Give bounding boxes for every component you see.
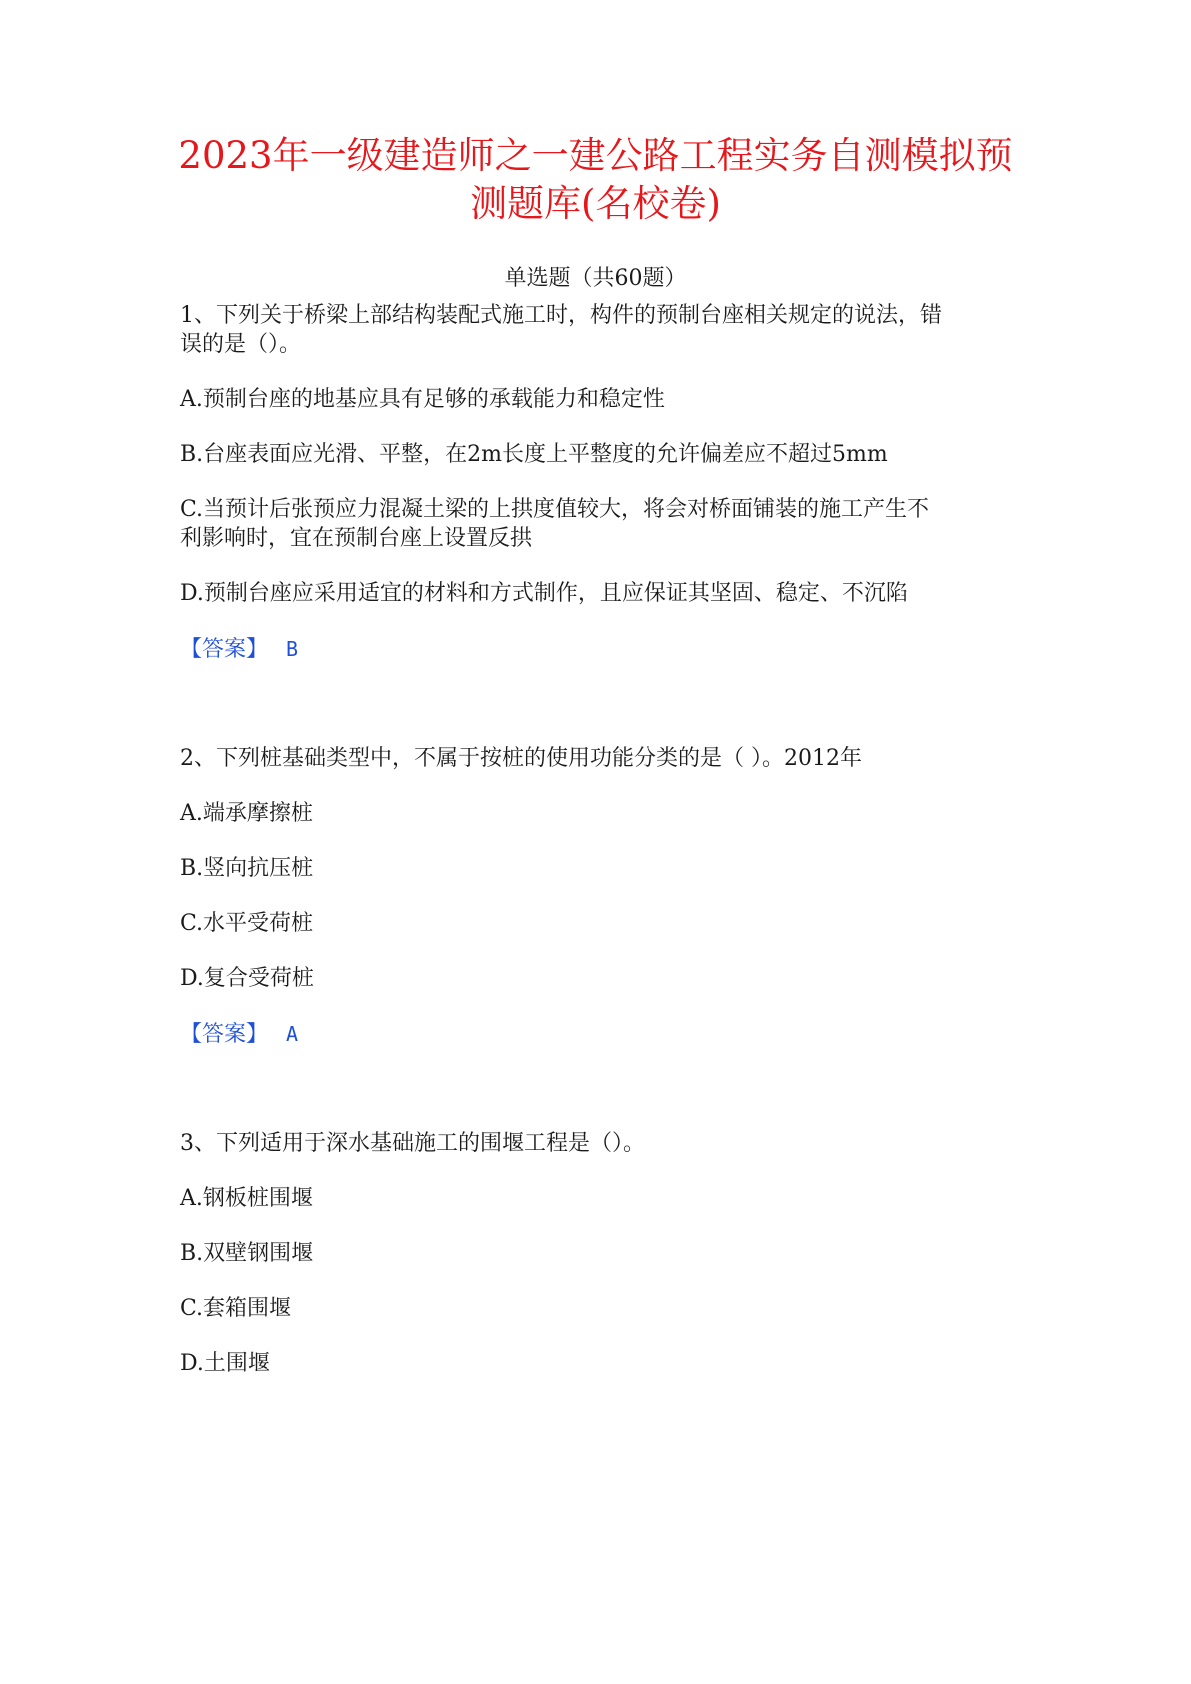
- question-2-option-c: C.水平受荷桩: [180, 911, 314, 936]
- question-3-option-a: A.钢板桩围堰: [180, 1186, 313, 1211]
- question-1-stem-line-2: 误的是（）。: [180, 332, 302, 357]
- answer-label: 【答案】: [180, 1022, 269, 1047]
- question-3-option-d: D.土围堰: [180, 1351, 270, 1376]
- question-2-option-b: B.竖向抗压桩: [180, 856, 314, 881]
- question-1-option-a: A.预制台座的地基应具有足够的承载能力和稳定性: [180, 387, 665, 412]
- question-2-option-a: A.端承摩擦桩: [180, 801, 313, 826]
- question-2-answer: [180, 1019, 298, 1050]
- question-2-option-d: D.复合受荷桩: [180, 966, 314, 991]
- answer-label: 【答案】: [180, 637, 269, 662]
- question-1-stem-line-1: 1、下列关于桥梁上部结构装配式施工时，构件的预制台座相关规定的说法，错: [180, 303, 942, 328]
- question-1-option-c-line-2: 利影响时，宜在预制台座上设置反拱: [180, 526, 533, 551]
- answer-value: B: [286, 637, 299, 661]
- question-3-option-b: B.双壁钢围堰: [180, 1241, 314, 1266]
- question-3-option-c: C.套箱围堰: [180, 1296, 292, 1321]
- question-1-option-d: D.预制台座应采用适宜的材料和方式制作，且应保证其坚固、稳定、不沉陷: [180, 581, 908, 606]
- question-1-option-b: B.台座表面应光滑、平整，在2m长度上平整度的允许偏差应不超过5mm: [180, 442, 888, 467]
- document-title-line-2: 测题库(名校卷): [470, 182, 721, 225]
- section-header: 单选题（共60题）: [504, 266, 687, 291]
- question-3-stem: 3、下列适用于深水基础施工的围堰工程是（）。: [180, 1131, 645, 1156]
- question-1-answer: [180, 634, 298, 665]
- question-1-option-c-line-1: C.当预计后张预应力混凝土梁的上拱度值较大，将会对桥面铺装的施工产生不: [180, 497, 930, 522]
- document-title-line-1: 2023年一级建造师之一建公路工程实务自测模拟预: [178, 134, 1013, 177]
- answer-value: A: [286, 1022, 299, 1046]
- question-2-stem: 2、下列桩基础类型中，不属于按桩的使用功能分类的是（ ）。2012年: [180, 746, 862, 771]
